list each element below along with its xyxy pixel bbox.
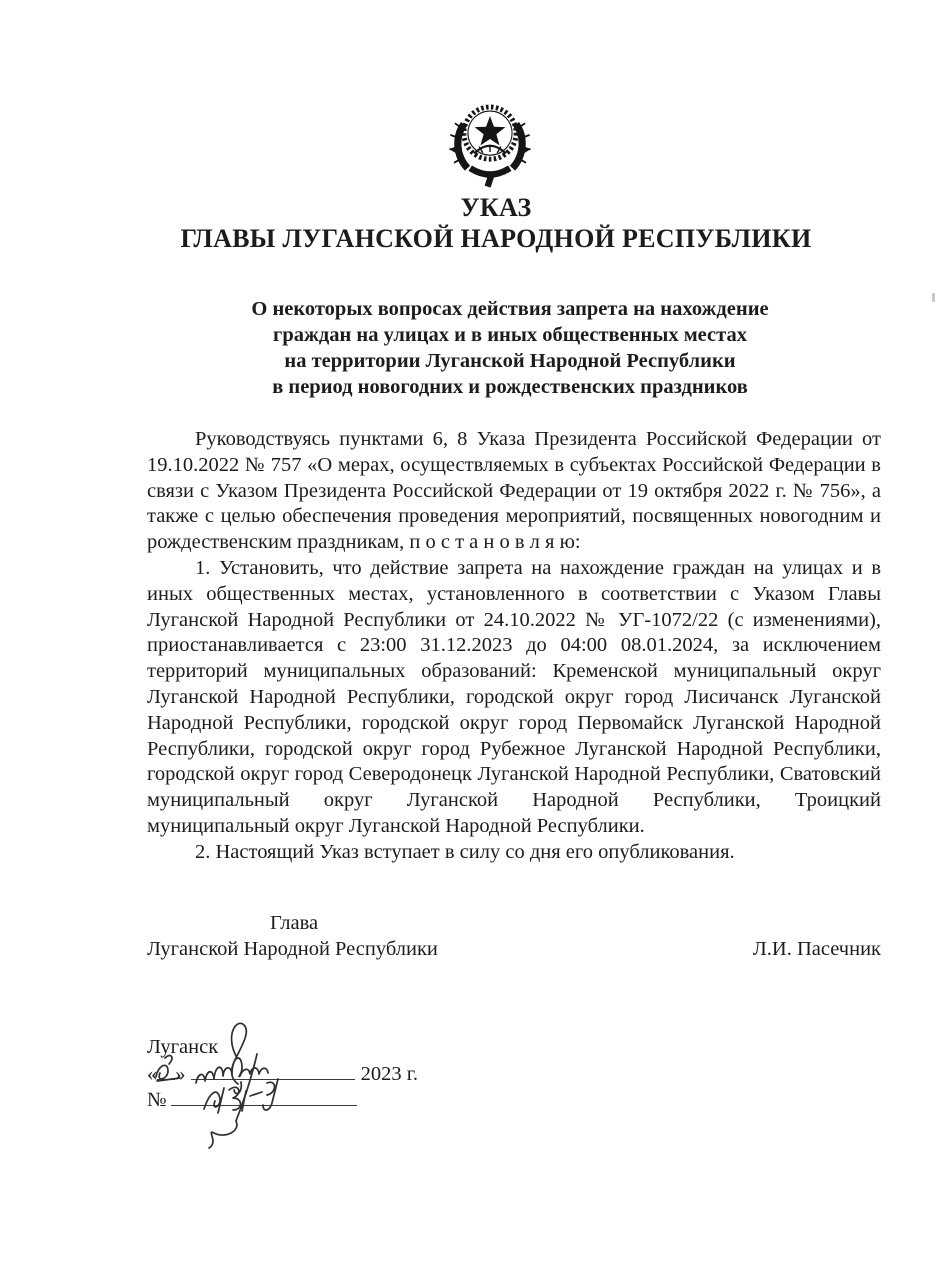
blank-month-field [191,1061,355,1080]
coat-of-arms-icon [445,96,535,190]
subject-line: в период новогодних и рождественских праздников [272,376,748,398]
signer-post-line2: Луганской Народной Республики [147,938,438,960]
open-quote: « [147,1062,158,1085]
issuance-year: 2023 г. [360,1062,418,1085]
issuance-place: Луганск [147,1036,219,1058]
blank-day-field [157,1061,175,1080]
close-quote: » [175,1062,186,1085]
document-issuer-line: ГЛАВЫ ЛУГАНСКОЙ НАРОДНОЙ РЕСПУБЛИКИ [180,224,812,253]
body-paragraph-item-2: 2. Настоящий Указ вступает в силу со дня его опубликования. [195,840,735,863]
issuance-block [147,1034,567,1114]
document-type-line: УКАЗ [460,193,532,222]
document-title [126,192,866,254]
subject-line: О некоторых вопросах действия запрета на нахождение [251,298,769,320]
issuance-number-line [147,1087,567,1114]
document-body [147,427,881,866]
signature-block [147,910,881,962]
signer-post-line1: Глава [270,912,319,934]
scan-artifact [932,293,935,302]
number-sign: № [147,1089,167,1111]
blank-number-field [171,1087,357,1106]
document-subject [140,296,880,400]
body-paragraph-preamble: Руководствуясь пунктами 6, 8 Указа Президента Российской Федерации от 19.10.2022 № 757 «О мерах, осуществляемых в субъектах Российской Федерации в связи с Указом Президента Российской Федерации от 19 октября 2022 г. № 756», а также с целью обеспечения проведения мероприятий, посвященных новогодним и рождественским праздникам, п о с т а н о в л я ю: [147,428,881,554]
body-paragraph-item-1: 1. Установить, что действие запрета на нахождение граждан на улицах и в иных общественных местах, установленного в соответствии с Указом Главы Луганской Народной Республики от 24.10.2022 № УГ-1072/22 (с изменениями), приостанавливается с 23:00 31.12.2023 до 04:00 08.01.2024, за исключением территорий муниципальных образований: Кременской муниципальный округ Луганской Народной Республики, городской округ город Лисичанск Луганской Народной Республики, городской округ город Первомайск Луганской Народной Республики, городской округ город Рубежное Луганской Народной Республики, городской округ город Северодонецк Луганской Народной Республики, Сватовский муниципальный округ Луганской Народной Республики, Троицкий муниципальный округ Луганской Народной Республики. [147,556,881,837]
signer-name: Л.И. Пасечник [752,938,881,960]
handwritten-signature-stroke [209,1121,237,1148]
subject-line: на территории Луганской Народной Республики [284,350,736,372]
issuance-date-line [147,1061,567,1088]
subject-line: граждан на улицах и в иных общественных местах [273,324,747,346]
